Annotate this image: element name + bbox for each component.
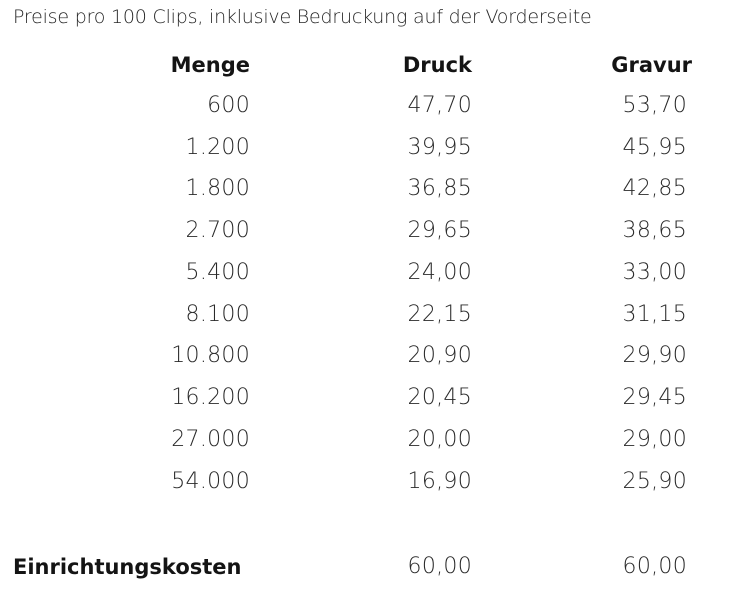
cell-druck: 22,15: [407, 302, 472, 327]
cell-menge: 54.000: [171, 469, 250, 494]
table-row: [0, 253, 730, 293]
setup-cost-row: [0, 547, 730, 587]
cell-gravur: 29,90: [622, 343, 687, 368]
cell-gravur: 42,85: [622, 176, 687, 201]
cell-druck: 20,00: [407, 427, 472, 452]
table-row: [0, 336, 730, 376]
table-row: [0, 86, 730, 126]
cell-druck: 16,90: [407, 469, 472, 494]
cell-gravur: 29,00: [622, 427, 687, 452]
cell-druck: 39,95: [407, 135, 472, 160]
table-header: [0, 45, 730, 85]
table-row: [0, 462, 730, 502]
cell-gravur: 31,15: [622, 302, 687, 327]
cell-menge: 27.000: [171, 427, 250, 452]
cell-druck: 24,00: [407, 260, 472, 285]
cell-druck: 20,90: [407, 343, 472, 368]
column-header-menge: Menge: [170, 53, 250, 77]
table-caption: Preise pro 100 Clips, inklusive Bedruckung auf der Vorderseite: [13, 6, 592, 28]
cell-gravur: 29,45: [622, 385, 687, 410]
table-row: [0, 169, 730, 209]
table-row: [0, 211, 730, 251]
setup-cost-druck: 60,00: [407, 554, 472, 579]
cell-gravur: 33,00: [622, 260, 687, 285]
cell-menge: 600: [207, 93, 250, 118]
column-header-druck: Druck: [402, 53, 472, 77]
cell-gravur: 25,90: [622, 469, 687, 494]
cell-menge: 2.700: [185, 218, 250, 243]
table-row: [0, 420, 730, 460]
cell-menge: 1.800: [185, 176, 250, 201]
setup-cost-label: Einrichtungskosten: [13, 555, 242, 579]
cell-druck: 36,85: [407, 176, 472, 201]
cell-gravur: 38,65: [622, 218, 687, 243]
table-row: [0, 128, 730, 168]
table-row: [0, 295, 730, 335]
column-header-gravur: Gravur: [611, 53, 692, 77]
table-row: [0, 378, 730, 418]
cell-druck: 20,45: [407, 385, 472, 410]
cell-gravur: 53,70: [622, 93, 687, 118]
cell-menge: 5.400: [185, 260, 250, 285]
cell-gravur: 45,95: [622, 135, 687, 160]
cell-menge: 8.100: [185, 302, 250, 327]
setup-cost-gravur: 60,00: [622, 554, 687, 579]
cell-druck: 29,65: [407, 218, 472, 243]
cell-menge: 16.200: [171, 385, 250, 410]
cell-menge: 1.200: [185, 135, 250, 160]
cell-menge: 10.800: [171, 343, 250, 368]
cell-druck: 47,70: [407, 93, 472, 118]
